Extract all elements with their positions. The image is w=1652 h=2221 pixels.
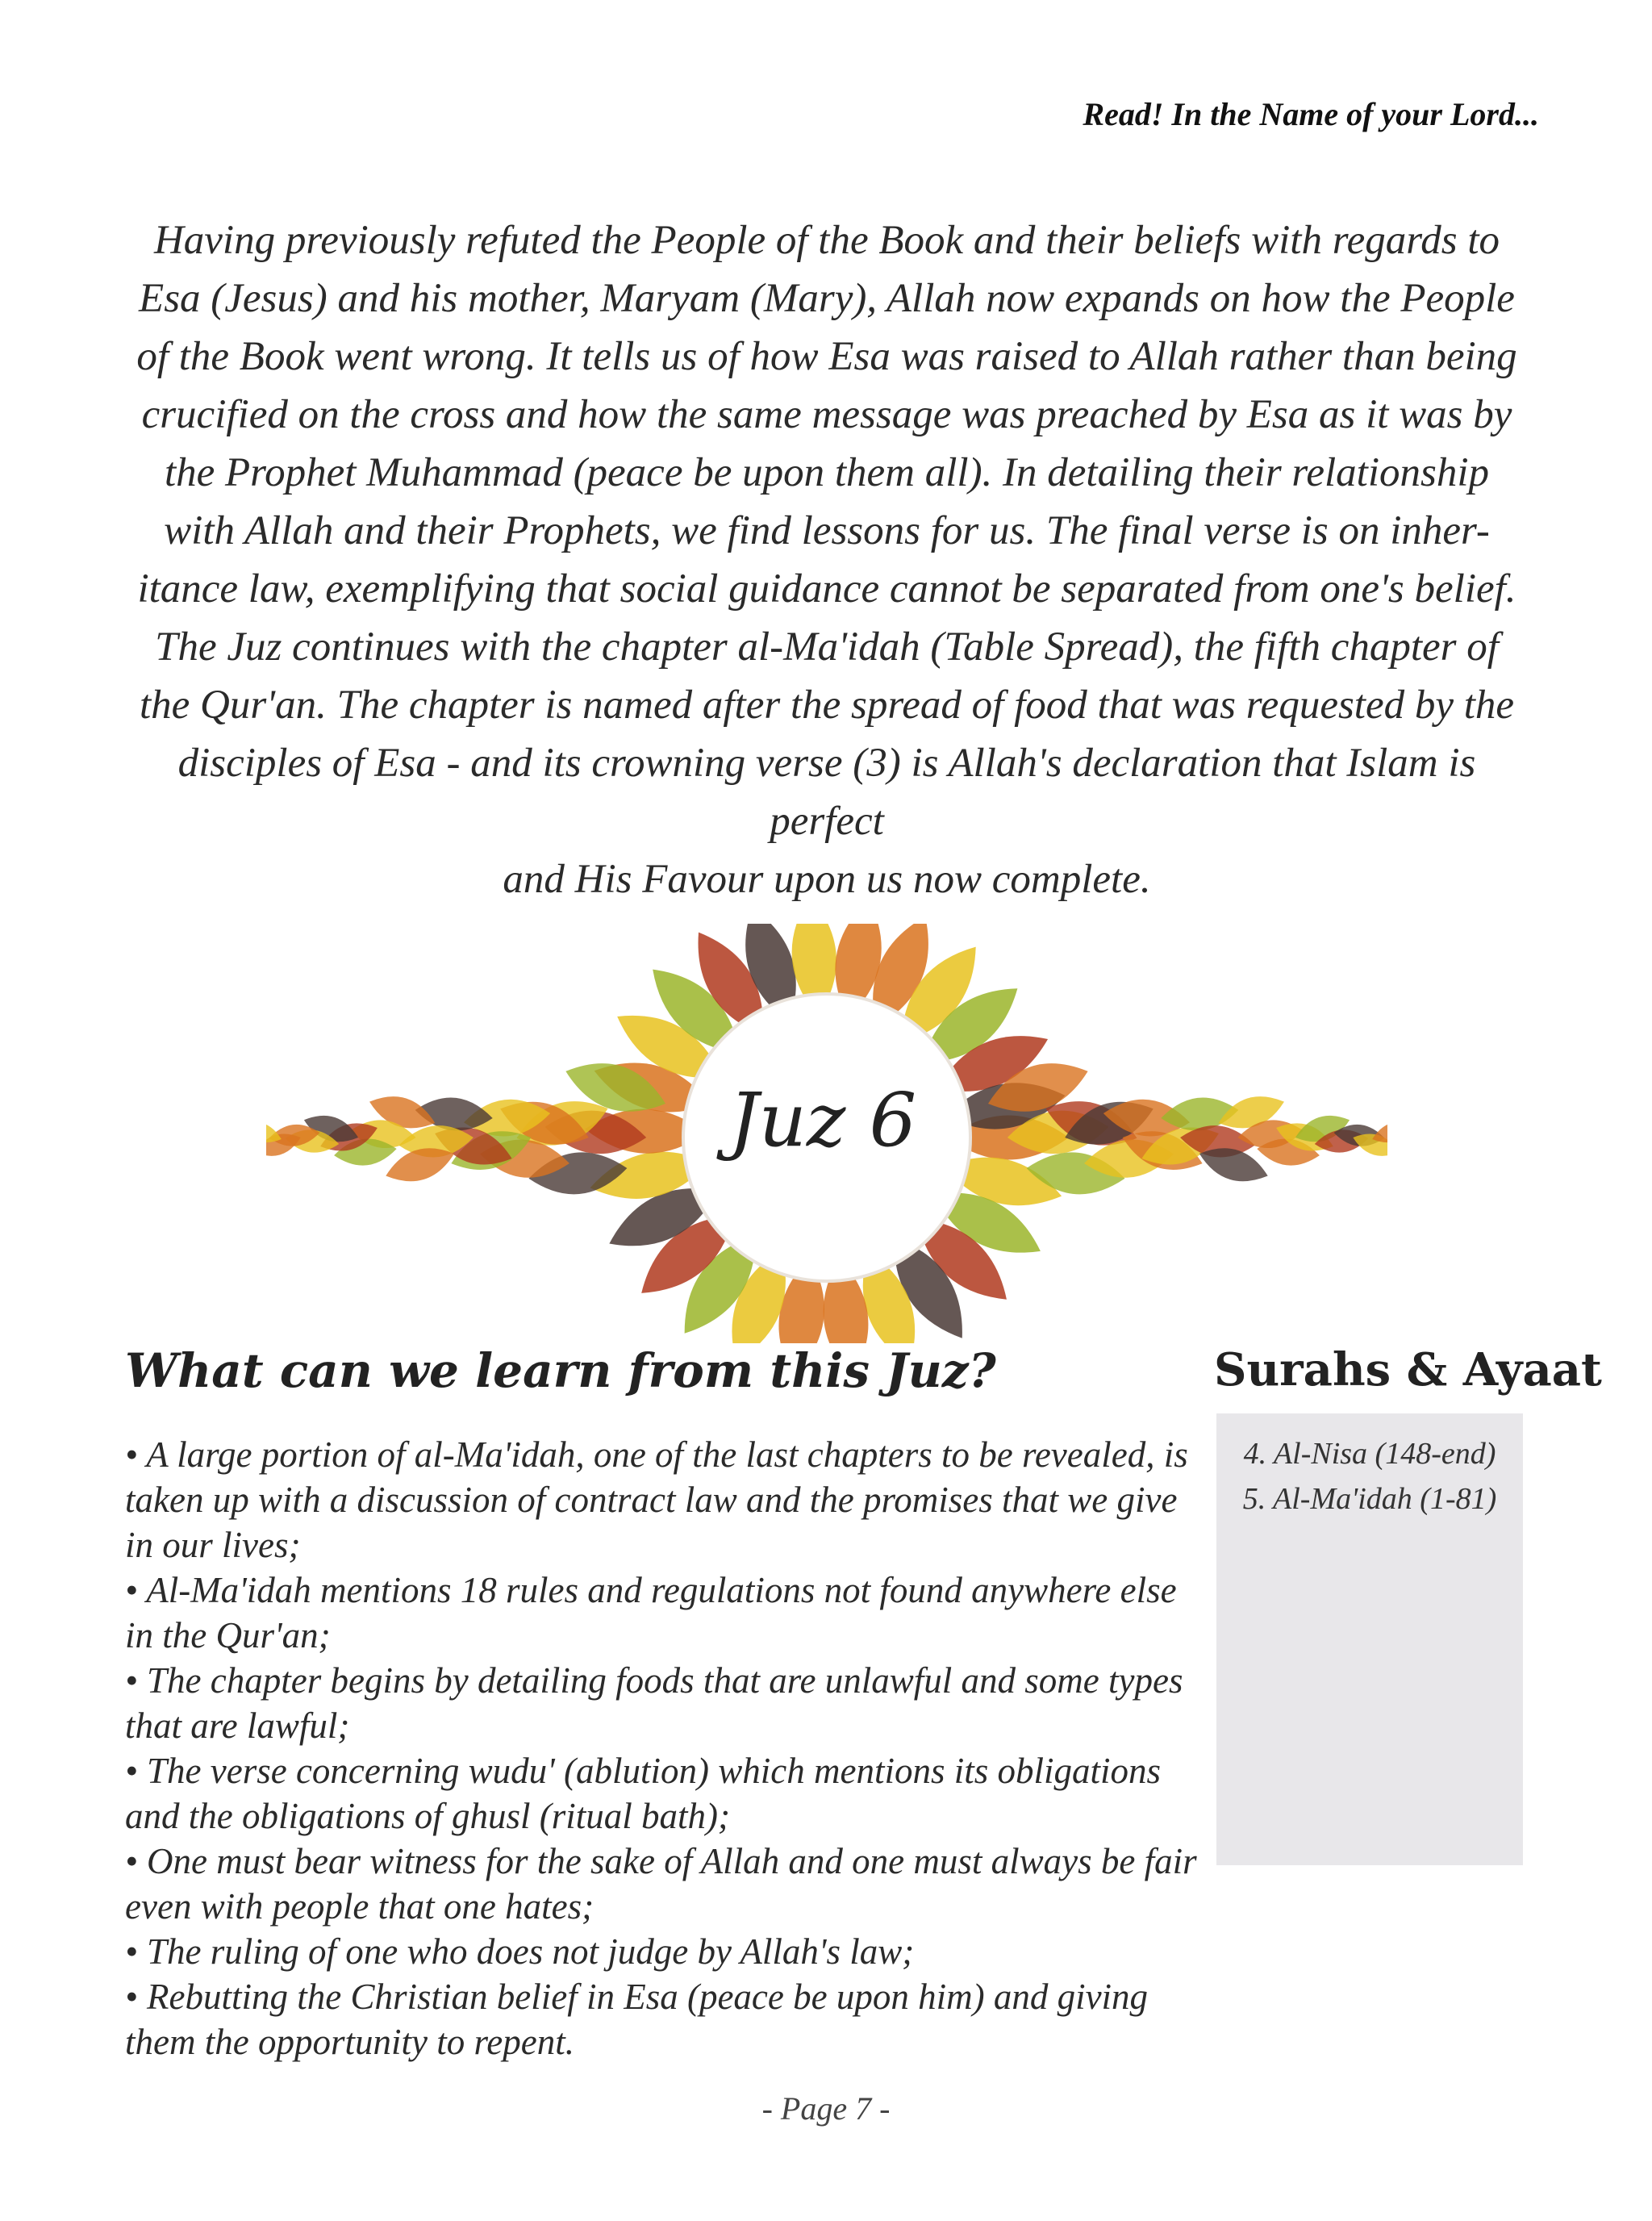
intro-line: with Allah and their Prophets, we find lessons for us. The final verse is on inher- — [164, 508, 1490, 553]
surah-item: 5. Al-Ma'idah (1-81) — [1242, 1482, 1497, 1516]
list-item: • Al-Ma'idah mentions 18 rules and regulations not found anywhere else in the Qur'an; — [125, 1568, 1198, 1658]
page-number: - Page 7 - — [761, 2090, 891, 2127]
intro-paragraph — [121, 211, 1533, 908]
intro-line: itance law, exemplifying that social guidance cannot be separated from one's belief. — [137, 566, 1516, 612]
intro-line: crucified on the cross and how the same message was preached by Esa as it was by — [141, 392, 1512, 437]
intro-line: the Prophet Muhammad (peace be upon them all). In detailing their relationship — [164, 450, 1490, 495]
list-item: • A large portion of al-Ma'idah, one of the last chapters to be revealed, is taken up with a discussion of contract law and the promises that we give in our lives; — [125, 1432, 1198, 1568]
list-item: • The chapter begins by detailing foods that are unlawful and some types that are lawful; — [125, 1658, 1198, 1748]
running-header: Read! In the Name of your Lord... — [1083, 96, 1539, 132]
intro-line: of the Book went wrong. It tells us of how Esa was raised to Allah rather than being — [136, 334, 1517, 379]
learn-heading: What can we learn from this Juz? — [125, 1343, 996, 1398]
list-item: • Rebutting the Christian belief in Esa (peace be upon him) and giving them the opportunity to repent. — [125, 1974, 1198, 2064]
list-item: • The ruling of one who does not judge by Allah's law; — [125, 1929, 1198, 1974]
list-item: • One must bear witness for the sake of Allah and one must always be fair even with people that one hates; — [125, 1839, 1198, 1929]
surahs-heading: Surahs & Ayaat — [1214, 1343, 1602, 1396]
intro-line: The Juz continues with the chapter al-Ma'idah (Table Spread), the fifth chapter of — [155, 624, 1499, 670]
learn-list — [125, 1432, 1198, 2064]
surahs-box — [1216, 1413, 1523, 1865]
intro-line: disciples of Esa - and its crowning verse (3) is Allah's declaration that Islam is perfect — [177, 741, 1476, 844]
intro-line: Esa (Jesus) and his mother, Maryam (Mary), Allah now expands on how the People — [139, 276, 1515, 321]
intro-line: the Qur'an. The chapter is named after the spread of food that was requested by the — [139, 683, 1515, 728]
intro-line: and His Favour upon us now complete. — [503, 857, 1151, 902]
juz-title: Juz 6 — [728, 1077, 917, 1163]
list-item: • The verse concerning wudu' (ablution) which mentions its obligations and the obligations of ghusl (ritual bath); — [125, 1748, 1198, 1839]
surah-item: 4. Al-Nisa (148-end) — [1243, 1437, 1496, 1471]
intro-line: Having previously refuted the People of the Book and their beliefs with regards to — [153, 218, 1500, 263]
